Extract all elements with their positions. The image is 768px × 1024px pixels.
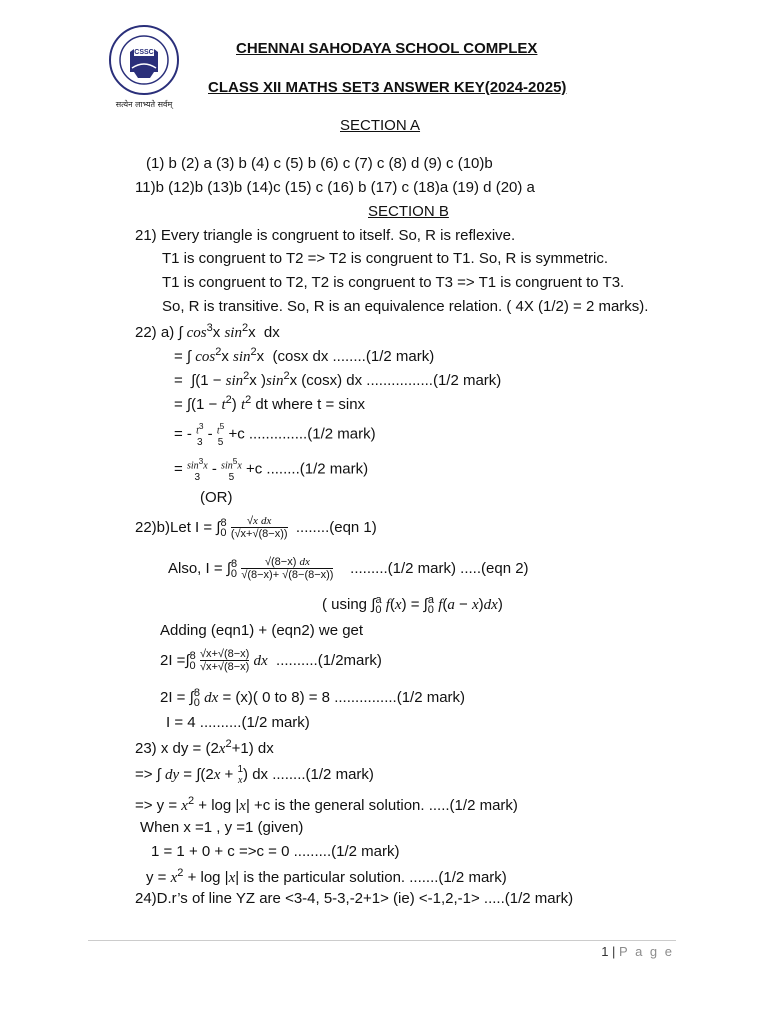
logo-motto: सत्येन लाभ्यते सर्वम् — [115, 100, 173, 109]
footer-divider — [88, 940, 676, 941]
page-footer: 1 | P a g e — [601, 944, 674, 959]
q22b-line2: Also, $I = \int_0^8$ √(8−x) dx √(8−x)+ √(8−(8−x)) .........(1/2 mark) .....(eqn 2) — [168, 556, 529, 581]
q21-line1: 21) Every triangle is congruent to itself. So, R is reflexive. — [135, 227, 516, 244]
q22a-line6: = $\sin^3x$ $3 - \sin^5x$ 5 +c ........(1/2 mark) — [174, 456, 369, 484]
section-a-heading: SECTION A — [340, 117, 421, 134]
q22b-line3: ( using $\int_0^a$ $f(x) = \int_0^a$ f(a − x)dx) — [322, 594, 503, 616]
q21-line2: T1 is congruent to T2 => T2 is congruent to T1. So, R is symmetric. — [162, 250, 609, 267]
q22-or: (OR) — [200, 489, 233, 506]
q22b-line6: $2I = \int_0^8$ dx = (x)( 0 to 8) = 8 ...............(1/2 mark) — [160, 687, 466, 709]
q23-line3: => $y = x^2 + \log |x| +c$ is the general solution. .....(1/2 mark) — [135, 795, 518, 814]
section-a-line2: 11)b (12)b (13)b (14)c (15) c (16) b (17) c (18)a (19) d (20) a — [135, 179, 535, 196]
q24-line1: 24)D.r’s of line YZ are <3-4, 5-3,-2+1> (ie) <-1,2,-1> .....(1/2 mark) — [135, 890, 574, 907]
q22b-line1: 22)b)Let $I = \int_0^8$ √x dx (√x+√(8−x)) ........(eqn 1) — [135, 515, 377, 540]
q23-line6: $y = x^2 + \log |x|$ is the particular solution. .......(1/2 mark) — [146, 867, 507, 886]
page-label: P a g e — [619, 944, 674, 959]
q22b-line5: $2I =\int_0^8$ √x+√(8−x) √x+√(8−x) dx ..........(1/2mark) — [160, 648, 382, 673]
section-a-line1: (1) b (2) a (3) b (4) c (5) b (6) c (7) c (8) d (9) c (10)b — [146, 155, 493, 172]
q23-line1: 23) x dy = $(2x^2+1)$ dx — [135, 738, 274, 757]
q23-line2: => ∫ dy = ∫(2x + 1 x) dx ........(1/2 mark) — [135, 764, 374, 786]
section-b-heading: SECTION B — [368, 203, 449, 220]
q21-line3: T1 is congruent to T2, T2 is congruent to T3 => T1 is congruent to T3. — [162, 274, 625, 291]
logo-text: CSSC — [134, 49, 154, 56]
q21-line4: So, R is transitive. So, R is an equivalence relation. ( 4X (1/2) = 2 marks). — [162, 298, 649, 315]
page-number: 1 — [601, 944, 609, 959]
q22a-line3: = $\int(1 - \sin^2x$ )$\sin^2x$ (cosx) dx ................(1/2 mark) — [174, 370, 502, 389]
q22a-line1: 22) a) ∫ $\cos^3x$ $\sin^2x$ dx — [135, 322, 280, 341]
q23-line4: When x =1 , y =1 (given) — [140, 819, 304, 836]
q22b-line7: I = 4 ..........(1/2 mark) — [166, 714, 310, 731]
q22a-line5: = - $t^3$ $3 - t^5$ 5 +c ..............(1/2 mark) — [174, 421, 376, 449]
q23-line5: 1 = 1 + 0 + c =>c = 0 .........(1/2 mark) — [151, 843, 400, 860]
q22a-line4: = $\int(1 - t^2)$ $t^2$ dt where t = sinx — [174, 394, 366, 413]
school-logo — [96, 22, 192, 112]
page-title: CLASS XII MATHS SET3 ANSWER KEY(2024-2025) — [208, 79, 567, 96]
school-name: CHENNAI SAHODAYA SCHOOL COMPLEX — [236, 40, 538, 57]
q22b-line4: Adding (eqn1) + (eqn2) we get — [160, 622, 364, 639]
q22a-line2: = ∫ $\cos^2x$ $\sin^2x$ (cosx dx ........(1/2 mark) — [174, 346, 435, 365]
